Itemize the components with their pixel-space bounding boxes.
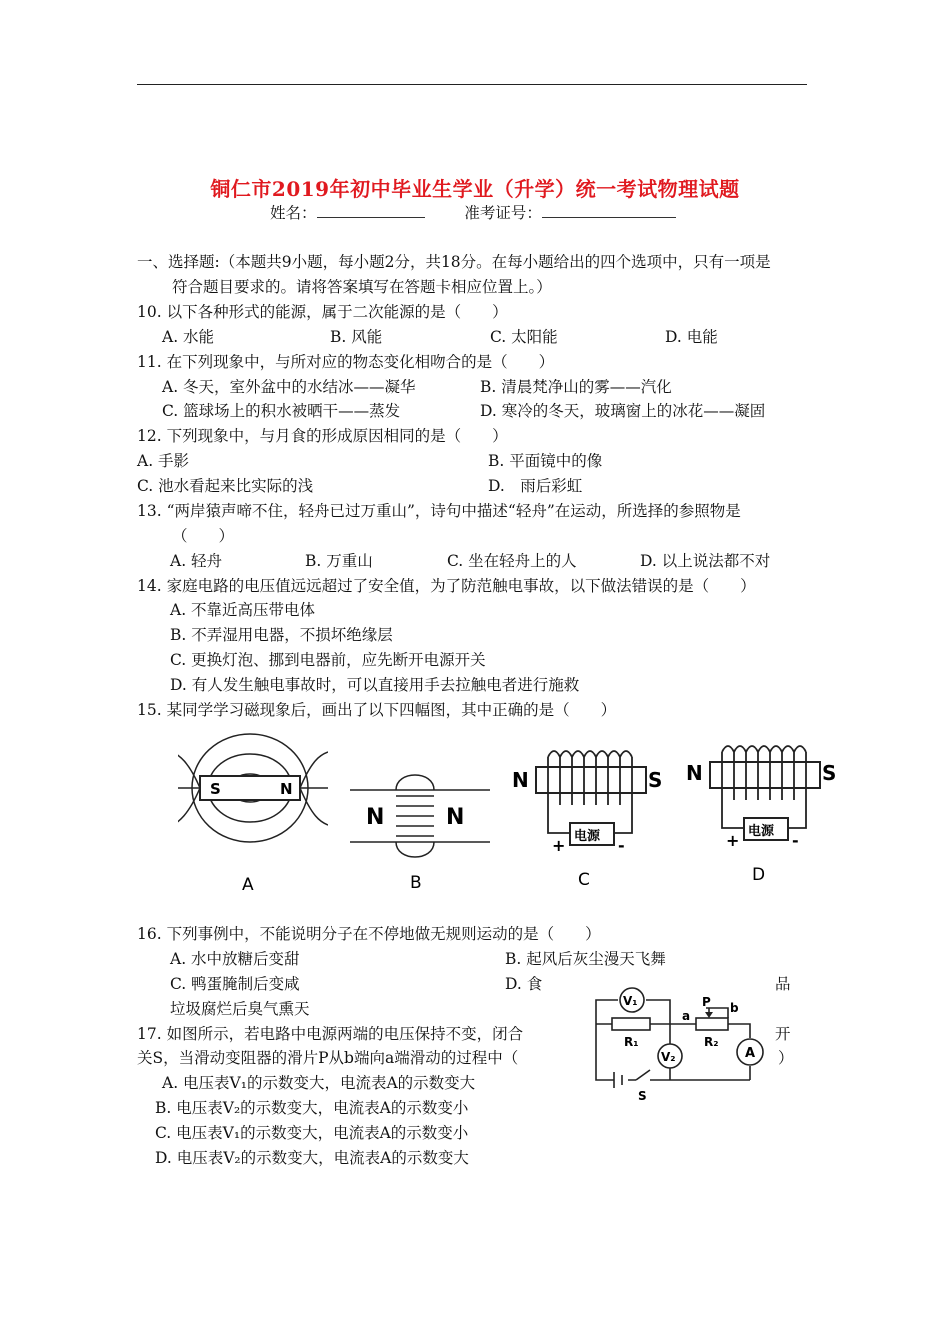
name-label: 姓名： bbox=[270, 204, 317, 222]
header-rule bbox=[137, 84, 807, 85]
q11-option-d[interactable]: D. 寒冷的冬天，玻璃窗上的冰花——凝固 bbox=[480, 402, 766, 420]
q17-stem: 17. 如图所示，若电路中电源两端的电压保持不变，闭合 bbox=[137, 1025, 524, 1043]
q10-stem: 10. 以下各种形式的能源，属于二次能源的是（ ） bbox=[137, 303, 508, 321]
circuit-v1-label: V₁ bbox=[623, 994, 638, 1008]
q16-option-a[interactable]: A. 水中放糖后变甜 bbox=[170, 950, 300, 968]
exam-number-field[interactable] bbox=[542, 203, 676, 218]
candidate-info bbox=[270, 203, 676, 223]
q16-option-d-cont: 垃圾腐烂后臭气熏天 bbox=[170, 1000, 310, 1018]
q17-option-a[interactable]: A. 电压表V₁的示数变大，电流表A的示数变大 bbox=[162, 1074, 476, 1092]
q14-stem: 14. 家庭电路的电压值远远超过了安全值，为了防范触电事故，以下做法错误的是（ ） bbox=[137, 577, 756, 595]
circuit-end-b-label: b bbox=[730, 1001, 739, 1015]
figure-a-bar-magnet bbox=[178, 730, 328, 895]
q13-option-a[interactable]: A. 轻舟 bbox=[170, 552, 223, 570]
circuit-r2-label: R₂ bbox=[704, 1035, 719, 1049]
figure-d-minus: - bbox=[792, 831, 799, 850]
q12-option-a[interactable]: A. 手影 bbox=[137, 452, 190, 470]
circuit-v2-label: V₂ bbox=[661, 1050, 676, 1064]
figure-c-power-source: 电源 bbox=[574, 829, 601, 844]
figure-c-plus: + bbox=[552, 836, 566, 855]
q11-option-b[interactable]: B. 清晨梵净山的雾——汽化 bbox=[480, 378, 672, 396]
figure-d-n-pole: N bbox=[686, 761, 703, 785]
q12-option-d[interactable]: D. 雨后彩虹 bbox=[488, 477, 583, 495]
q11-option-a[interactable]: A. 冬天，室外盆中的水结冰——凝华 bbox=[162, 378, 416, 396]
q17-option-d[interactable]: D. 电压表V₂的示数变大，电流表A的示数变大 bbox=[155, 1149, 469, 1167]
figure-b-right-n-pole: N bbox=[446, 805, 465, 830]
circuit-slider-p-label: P bbox=[702, 995, 711, 1009]
q17-stem-cont-end: ） bbox=[778, 1049, 794, 1067]
q16-option-b[interactable]: B. 起风后灰尘漫天飞舞 bbox=[505, 950, 666, 968]
figure-b-left-n-pole: N bbox=[366, 805, 385, 830]
circuit-ammeter-label: A bbox=[745, 1046, 756, 1061]
q16-option-c[interactable]: C. 鸭蛋腌制后变咸 bbox=[170, 975, 300, 993]
circuit-end-a-label: a bbox=[682, 1009, 691, 1023]
figure-a-n-pole: N bbox=[280, 780, 293, 798]
q10-option-d[interactable]: D. 电能 bbox=[665, 328, 718, 346]
q13-option-b[interactable]: B. 万重山 bbox=[305, 552, 373, 570]
q14-option-b[interactable]: B. 不弄湿用电器，不损坏绝缘层 bbox=[170, 626, 393, 644]
section-instructions-cont: 符合题目要求的。请将答案填写在答题卡相应位置上。） bbox=[172, 278, 552, 296]
figure-c-n-pole: N bbox=[512, 768, 529, 792]
figure-d-solenoid bbox=[682, 740, 842, 890]
q10-option-b[interactable]: B. 风能 bbox=[330, 328, 383, 346]
figure-a-label: A bbox=[242, 875, 254, 895]
q17-circuit-diagram bbox=[588, 984, 773, 1104]
exam-number-label: 准考证号： bbox=[464, 204, 542, 222]
q10-option-c[interactable]: C. 太阳能 bbox=[490, 328, 558, 346]
q11-option-c[interactable]: C. 篮球场上的积水被晒干——蒸发 bbox=[162, 402, 401, 420]
q17-option-b[interactable]: B. 电压表V₂的示数变大，电流表A的示数变小 bbox=[155, 1099, 469, 1117]
section-instructions: 一、选择题:（本题共9小题，每小题2分，共18分。在每小题给出的四个选项中，只有一项是 bbox=[137, 253, 771, 271]
q12-option-b[interactable]: B. 平面镜中的像 bbox=[488, 452, 603, 470]
q14-option-c[interactable]: C. 更换灯泡、挪到电器前，应先断开电源开关 bbox=[170, 651, 486, 669]
figure-c-label: C bbox=[578, 870, 590, 890]
q17-option-c[interactable]: C. 电压表V₁的示数变大，电流表A的示数变小 bbox=[155, 1124, 469, 1142]
q11-stem: 11. 在下列现象中，与所对应的物态变化相吻合的是（ ） bbox=[137, 353, 555, 371]
figure-d-label: D bbox=[752, 865, 766, 885]
q15-stem: 15. 某同学学习磁现象后，画出了以下四幅图，其中正确的是（ ） bbox=[137, 701, 617, 719]
q13-stem: 13. “两岸猿声啼不住，轻舟已过万重山”，诗句中描述“轻舟”在运动，所选择的参照物是 bbox=[137, 502, 741, 520]
q12-option-c[interactable]: C. 池水看起来比实际的浅 bbox=[137, 477, 314, 495]
q16-option-d-end: 品 bbox=[775, 975, 791, 993]
q17-stem-end: 开 bbox=[775, 1025, 791, 1043]
figure-c-minus: - bbox=[618, 836, 625, 855]
page-title: 铜仁市2019年初中毕业生学业（升学）统一考试物理试题 bbox=[210, 177, 740, 201]
q13-option-c[interactable]: C. 坐在轻舟上的人 bbox=[447, 552, 577, 570]
name-field[interactable] bbox=[317, 203, 425, 218]
figure-c-s-pole: S bbox=[648, 768, 663, 792]
figure-a-s-pole: S bbox=[210, 780, 221, 798]
q13-stem-cont: （ ） bbox=[172, 527, 235, 545]
figure-d-power-source: 电源 bbox=[748, 824, 775, 839]
q12-stem: 12. 下列现象中，与月食的形成原因相同的是（ ） bbox=[137, 427, 508, 445]
circuit-switch-label: S bbox=[638, 1089, 647, 1103]
figure-b-two-north-poles bbox=[350, 760, 490, 895]
q14-option-d[interactable]: D. 有人发生触电事故时，可以直接用手去拉触电者进行施救 bbox=[170, 676, 580, 694]
q16-stem: 16. 下列事例中，不能说明分子在不停地做无规则运动的是（ ） bbox=[137, 925, 601, 943]
figure-c-solenoid bbox=[508, 745, 668, 895]
q16-option-d[interactable]: D. 食 bbox=[505, 975, 543, 993]
q17-stem-cont: 关S，当滑动变阻器的滑片P从b端向a端滑动的过程中（ bbox=[137, 1049, 519, 1067]
circuit-r1-label: R₁ bbox=[624, 1035, 639, 1049]
figure-d-s-pole: S bbox=[822, 761, 837, 785]
figure-d-plus: + bbox=[726, 831, 740, 850]
q14-option-a[interactable]: A. 不靠近高压带电体 bbox=[170, 601, 316, 619]
figure-b-label: B bbox=[410, 873, 422, 893]
q10-option-a[interactable]: A. 水能 bbox=[162, 328, 215, 346]
q13-option-d[interactable]: D. 以上说法都不对 bbox=[640, 552, 771, 570]
